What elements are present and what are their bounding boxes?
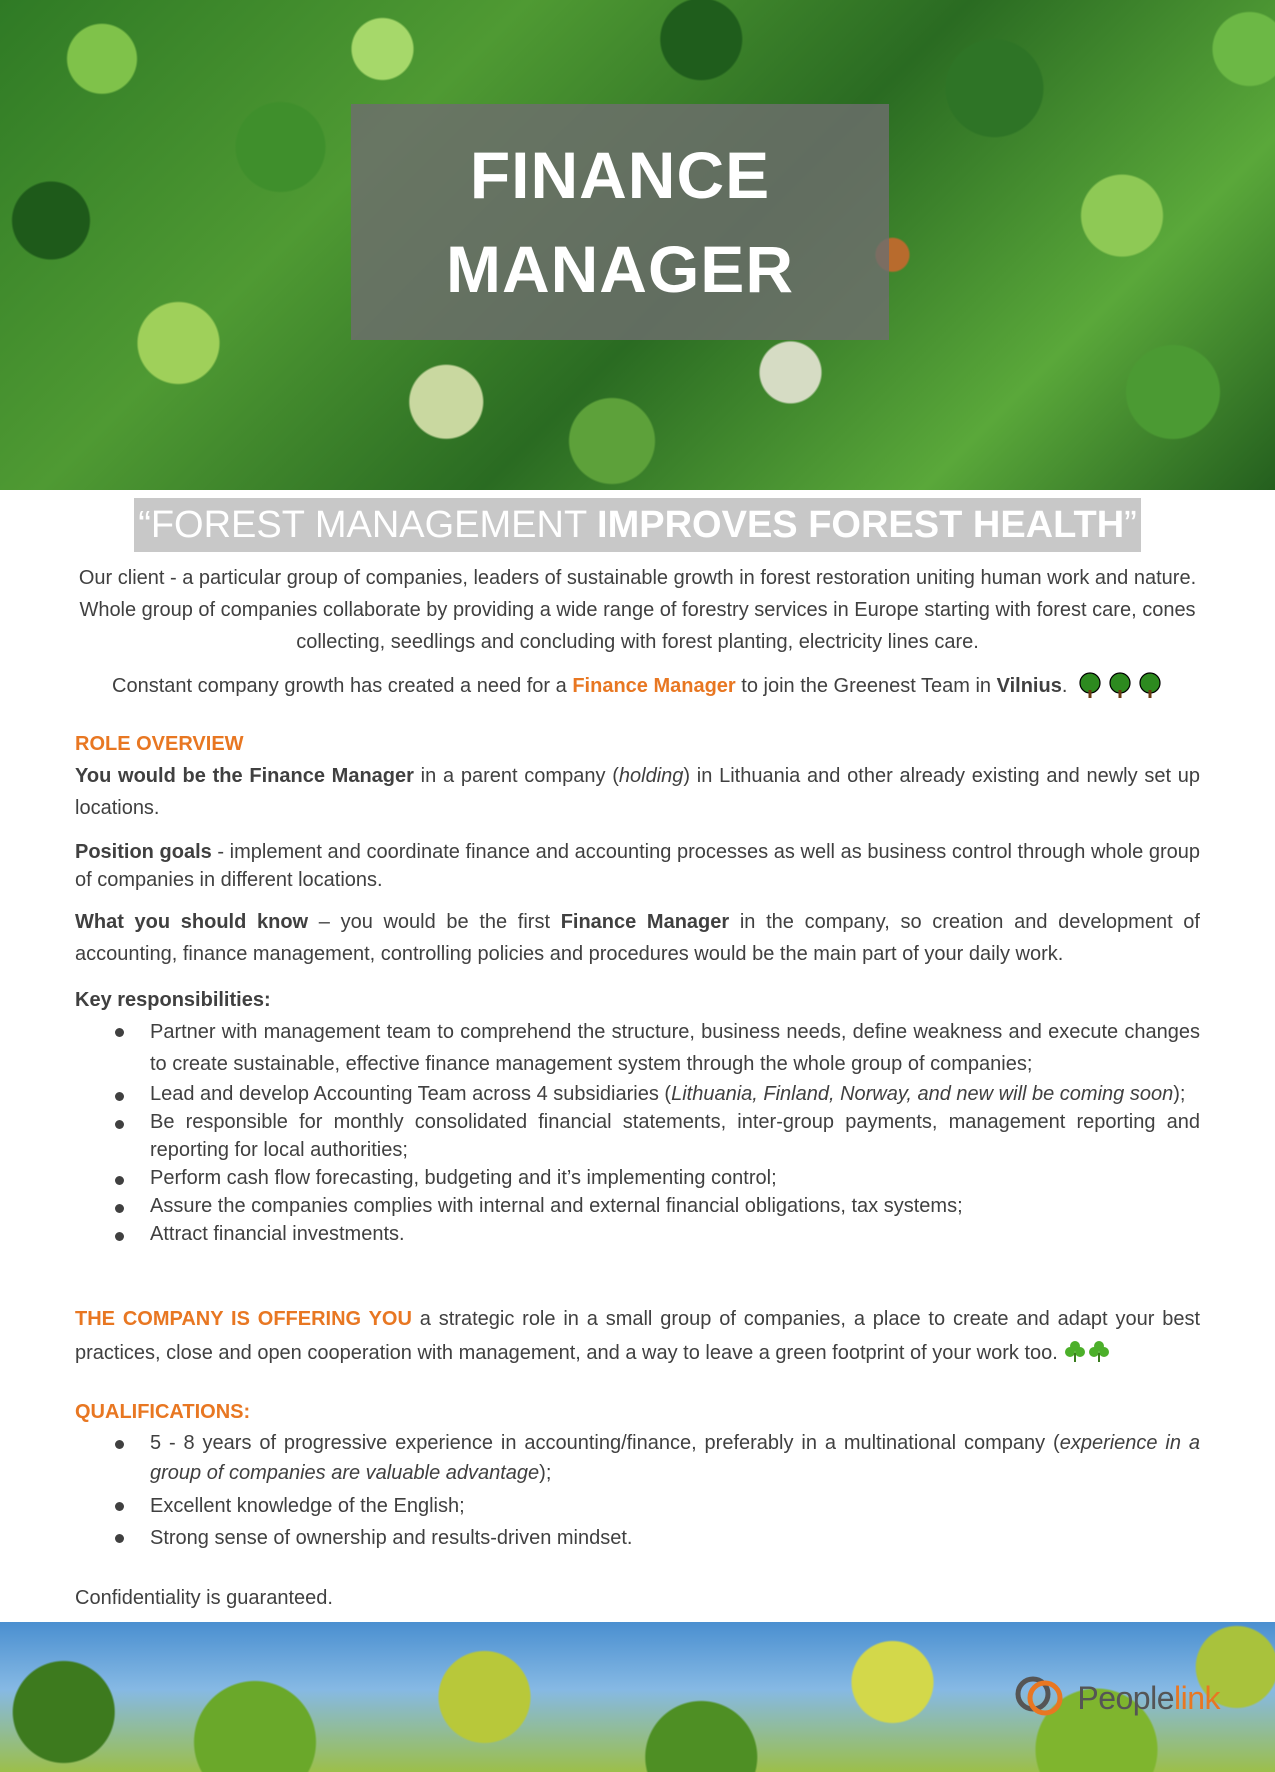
logo-text (1077, 1680, 1220, 1717)
hero-title-line1: FINANCE (469, 138, 771, 212)
offering-text: a strategic role in a small group of companies, a place to create and adapt your best practices, close and open cooperation with management, and a way to leave a green footprint of your work too. (75, 1308, 1200, 1364)
list-item: Assure the companies complies with internal and external financial obligations, tax systems; (75, 1192, 1200, 1220)
qualifications-list (75, 1428, 1200, 1554)
tagline-part3: ” (1124, 504, 1137, 546)
hero-banner (0, 0, 1275, 490)
role-overview-p1 (75, 760, 1200, 824)
role-p3-bold2: Finance Manager (560, 911, 730, 933)
role-p3-text2: in the company, so creation and development of accounting, finance management, controlling policies and procedures would be the main part of your daily work. (75, 911, 1200, 965)
growth-role: Finance Manager (572, 675, 736, 697)
role-overview-heading: ROLE OVERVIEW (75, 733, 244, 755)
growth-middle: to join the Greenest Team in (735, 675, 997, 697)
tagline (134, 498, 1141, 552)
responsibilities-heading (75, 984, 1200, 1016)
list-item-italic: Lithuania, Finland, Norway, and new will be coming soon (671, 1083, 1174, 1105)
role-p1-text1: in a parent company ( (413, 765, 619, 787)
list-item-text: Lead and develop Accounting Team across 4 subsidiaries ( (150, 1083, 672, 1105)
offering-paragraph (75, 1302, 1200, 1374)
list-item (75, 1428, 1200, 1488)
list-item (75, 1080, 1200, 1108)
role-p1-bold: You would be the Finance Manager (75, 765, 414, 787)
clover-icon (1087, 1339, 1111, 1374)
list-item: Be responsible for monthly consolidated financial statements, inter-group payments, management reporting and reporting for local authorities; (75, 1108, 1200, 1164)
intro-paragraph: Our client - a particular group of companies, leaders of sustainable growth in forest restoration uniting human work and nature. Whole group of companies collaborate by providing a wide range of forestry services in Europe starting with forest care, cones collecting, seedlings and concluding with forest planting, electricity lines care. (78, 567, 1197, 653)
role-p1-italic: holding (618, 765, 684, 787)
footer-banner (0, 1622, 1275, 1772)
growth-city: Vilnius (996, 675, 1062, 697)
qualifications-heading: QUALIFICATIONS: (75, 1401, 251, 1423)
role-overview-p2 (75, 838, 1200, 894)
growth-before: Constant company growth has created a need for a (112, 675, 573, 697)
peoplelink-logo (1011, 1670, 1220, 1727)
list-item: Excellent knowledge of the English; (75, 1490, 1200, 1522)
peoplelink-logo-icon (1011, 1670, 1067, 1727)
qual-item1-italic: experience in a group of companies are valuable advantage (150, 1432, 1200, 1484)
tagline-part1: “FOREST MANAGEMENT (138, 504, 598, 546)
role-p2-text: - implement and coordinate finance and accounting processes as well as business control through whole group of companies in different locations. (75, 841, 1200, 891)
hero-title-box (351, 104, 889, 340)
role-overview-p3 (75, 906, 1200, 970)
growth-paragraph (70, 670, 1205, 708)
tree-icon (1137, 672, 1163, 708)
role-p3-text1: – you would be the first (308, 911, 561, 933)
role-p2-bold: Position goals (75, 841, 212, 863)
growth-after: . (1061, 675, 1068, 697)
tree-icon (1077, 672, 1103, 708)
confidentiality-note: Confidentiality is guaranteed. (75, 1587, 333, 1609)
responsibilities-list (75, 1016, 1200, 1248)
logo-text-main: People (1077, 1680, 1174, 1716)
list-item-end: ); (1173, 1083, 1186, 1105)
tagline-part2: IMPROVES FOREST HEALTH (597, 504, 1125, 546)
tree-icon (1107, 672, 1133, 708)
role-p1-text2: ) in Lithuania and other already existing and newly set up locations. (75, 765, 1201, 819)
role-p3-bold: What you should know (75, 911, 309, 933)
list-item: Strong sense of ownership and results-driven mindset. (75, 1522, 1200, 1554)
list-item: Partner with management team to comprehend the structure, business needs, define weakness and execute changes to create sustainable, effective finance management system through the whole group of companies; (75, 1016, 1200, 1080)
logo-text-accent: link (1173, 1680, 1220, 1716)
responsibilities-heading-text: Key responsibilities: (75, 989, 271, 1011)
list-item: Perform cash flow forecasting, budgeting and it’s implementing control; (75, 1164, 1200, 1192)
qual-item1-text: 5 - 8 years of progressive experience in accounting/finance, preferably in a multinational company ( (150, 1432, 1060, 1454)
tagline-wrapper (0, 498, 1275, 552)
offering-heading: THE COMPANY IS OFFERING YOU (75, 1308, 412, 1330)
hero-title-line2: MANAGER (446, 232, 794, 306)
list-item: Attract financial investments. (75, 1220, 1200, 1248)
clover-icon (1063, 1339, 1087, 1374)
qual-item1-end: ); (539, 1462, 552, 1484)
